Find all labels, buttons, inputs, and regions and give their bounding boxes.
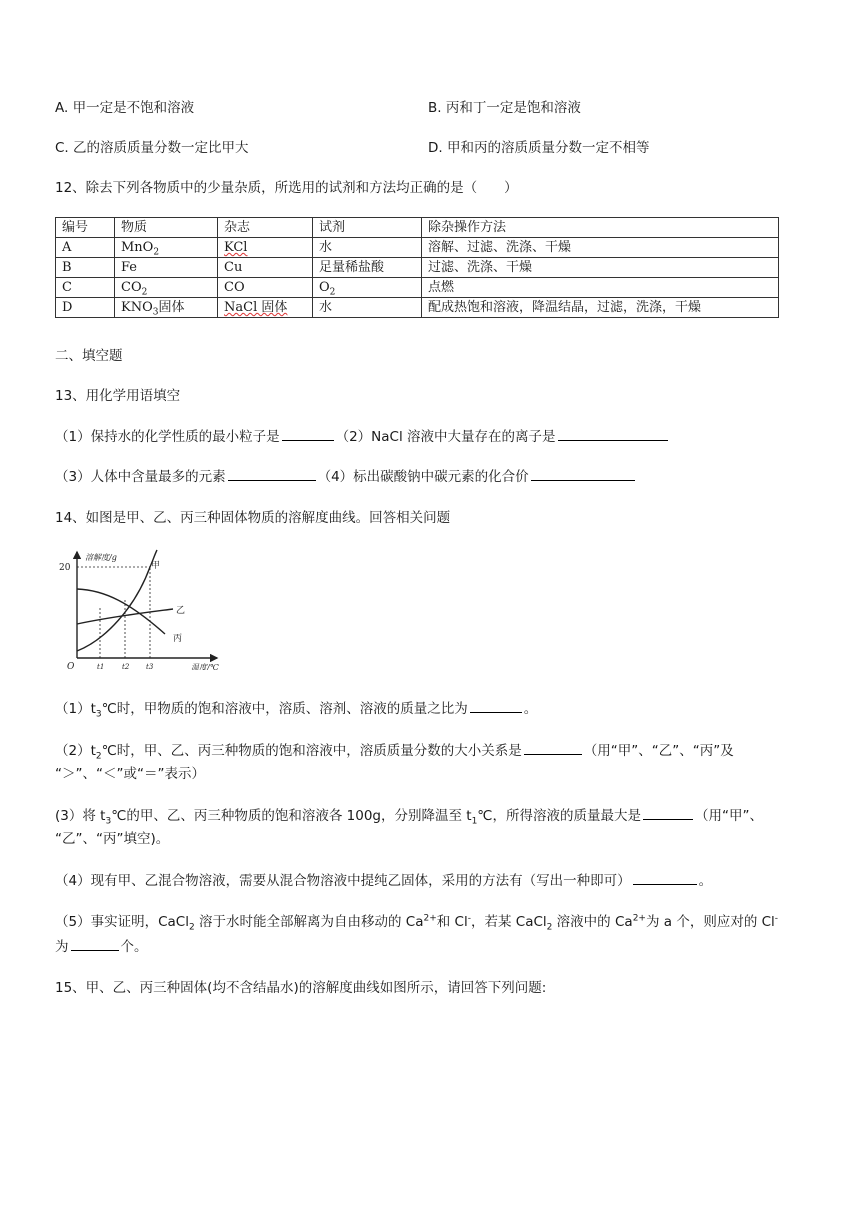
q14-part2: $(2)t_2℃$时，甲、乙、丙三种物质的饱和溶液中，溶质质量分数的大小关系是 （用“甲”、“乙”、“丙”及 bbox=[55, 740, 734, 761]
answer-blank bbox=[282, 426, 334, 441]
x-tick-t1: t1 bbox=[97, 663, 105, 670]
q13-line2: （3）人体中含量最多的元素 （4）标出碳酸钠中碳元素的化合价 bbox=[55, 466, 637, 487]
q14-part4: （4）现有甲、乙混合物溶液，需要从混合物溶液中提纯乙固体，采用的方法有（写出一种即可） 。 bbox=[55, 870, 712, 891]
cell-substance: $CO_2$ bbox=[115, 278, 218, 298]
x-tick-t2: t2 bbox=[122, 663, 130, 670]
cell-impurity: NaCl 固体 bbox=[218, 298, 313, 318]
answer-blank bbox=[524, 740, 582, 755]
series-label-bing: 丙 bbox=[173, 634, 183, 644]
section-title: 二、填空题 bbox=[55, 348, 123, 364]
q15-stem: 15、甲、乙、丙三种固体(均不含结晶水)的溶解度曲线如图所示，请回答下列问题: bbox=[55, 980, 547, 996]
header-cell: 编号 bbox=[56, 218, 115, 238]
cell-reagent: 足量稀盐酸 bbox=[313, 258, 422, 278]
series-label-jia: 甲 bbox=[151, 561, 161, 571]
header-cell: 除杂操作方法 bbox=[422, 218, 779, 238]
cell-method: 配成热饱和溶液，降温结晶，过滤，洗涤，干燥 bbox=[422, 298, 779, 318]
q13-line1: （1）保持水的化学性质的最小粒子是 （2）NaCl 溶液中大量存在的离子是 bbox=[55, 426, 670, 447]
cell-reagent: $O_2$ bbox=[313, 278, 422, 298]
cell-substance: MnO$_2$ bbox=[115, 238, 218, 258]
cell-reagent: 水 bbox=[313, 298, 422, 318]
cell-id: C bbox=[56, 278, 115, 298]
header-cell: 试剂 bbox=[313, 218, 422, 238]
cell-method: 点燃 bbox=[422, 278, 779, 298]
x-tick-t3: t3 bbox=[146, 663, 154, 670]
cell-id: A bbox=[56, 238, 115, 258]
table-header-row bbox=[56, 218, 779, 238]
header-cell: 物质 bbox=[115, 218, 218, 238]
option-c: C. 乙的溶质质量分数一定比甲大 bbox=[55, 140, 249, 156]
answer-blank bbox=[228, 466, 316, 481]
header-cell: 杂志 bbox=[218, 218, 313, 238]
answer-blank bbox=[531, 466, 635, 481]
option-d: D. 甲和丙的溶质质量分数一定不相等 bbox=[428, 140, 650, 156]
q14-part5-cont: 为 个。 bbox=[55, 936, 148, 957]
q14-stem: 14、如图是甲、乙、丙三种固体物质的溶解度曲线。回答相关问题 bbox=[55, 510, 451, 526]
table-row bbox=[56, 238, 779, 258]
q12-stem: 12、除去下列各物质中的少量杂质，所选用的试剂和方法均正确的是（ ） bbox=[55, 180, 518, 196]
series-label-yi: 乙 bbox=[176, 606, 186, 616]
table-row bbox=[56, 258, 779, 278]
cell-substance: $KNO_3$固体 bbox=[115, 298, 218, 318]
answer-blank bbox=[633, 870, 697, 885]
solubility-chart bbox=[55, 548, 225, 670]
impurity-table bbox=[55, 217, 779, 318]
cell-substance: Fe bbox=[115, 258, 218, 278]
answer-blank bbox=[71, 936, 119, 951]
answer-blank bbox=[470, 698, 522, 713]
cell-method: 过滤、洗涤、干燥 bbox=[422, 258, 779, 278]
q14-part3-cont: “乙”、“丙”填空)。 bbox=[55, 831, 170, 847]
cell-id: D bbox=[56, 298, 115, 318]
cell-reagent: 水 bbox=[313, 238, 422, 258]
option-a: A. 甲一定是不饱和溶液 bbox=[55, 100, 195, 116]
y-tick-label: 20 bbox=[59, 563, 71, 573]
option-b: B. 丙和丁一定是饱和溶液 bbox=[428, 100, 581, 116]
y-axis-label: 溶解度/g bbox=[85, 553, 117, 562]
series-jia-curve bbox=[77, 550, 157, 651]
answer-blank bbox=[643, 805, 693, 820]
x-axis-label: 温度/℃ bbox=[191, 663, 219, 670]
q14-part2-cont: “＞”、“＜”或“＝”表示） bbox=[55, 766, 205, 782]
answer-blank bbox=[558, 426, 668, 441]
cell-impurity: KCl bbox=[218, 238, 313, 258]
cell-impurity: CO bbox=[218, 278, 313, 298]
cell-id: B bbox=[56, 258, 115, 278]
q13-stem: 13、用化学用语填空 bbox=[55, 388, 181, 404]
cell-method: 溶解、过滤、洗涤、干燥 bbox=[422, 238, 779, 258]
cell-impurity: Cu bbox=[218, 258, 313, 278]
table-row bbox=[56, 278, 779, 298]
q14-part1: $(1)t_3℃$时，甲物质的饱和溶液中，溶质、溶剂、溶液的质量之比为 。 bbox=[55, 698, 537, 719]
q14-part5: （5）事实证明，CaCl$_2$ 溶于水时能全部解离为自由移动的 $Ca^{2+}$和 Cl-，若某 CaCl$_2$ 溶液中的 $Ca^{2+}$为 a 个，则应对的 Cl- bbox=[55, 913, 779, 933]
table-row bbox=[56, 298, 779, 318]
q14-part3: (3）将 $t_3℃$的甲、乙、丙三种物质的饱和溶液各 100g，分别降温至 $t_1℃$，所得溶液的质量最大是 （用“甲”、 bbox=[55, 805, 763, 826]
origin-label: O bbox=[67, 662, 75, 670]
